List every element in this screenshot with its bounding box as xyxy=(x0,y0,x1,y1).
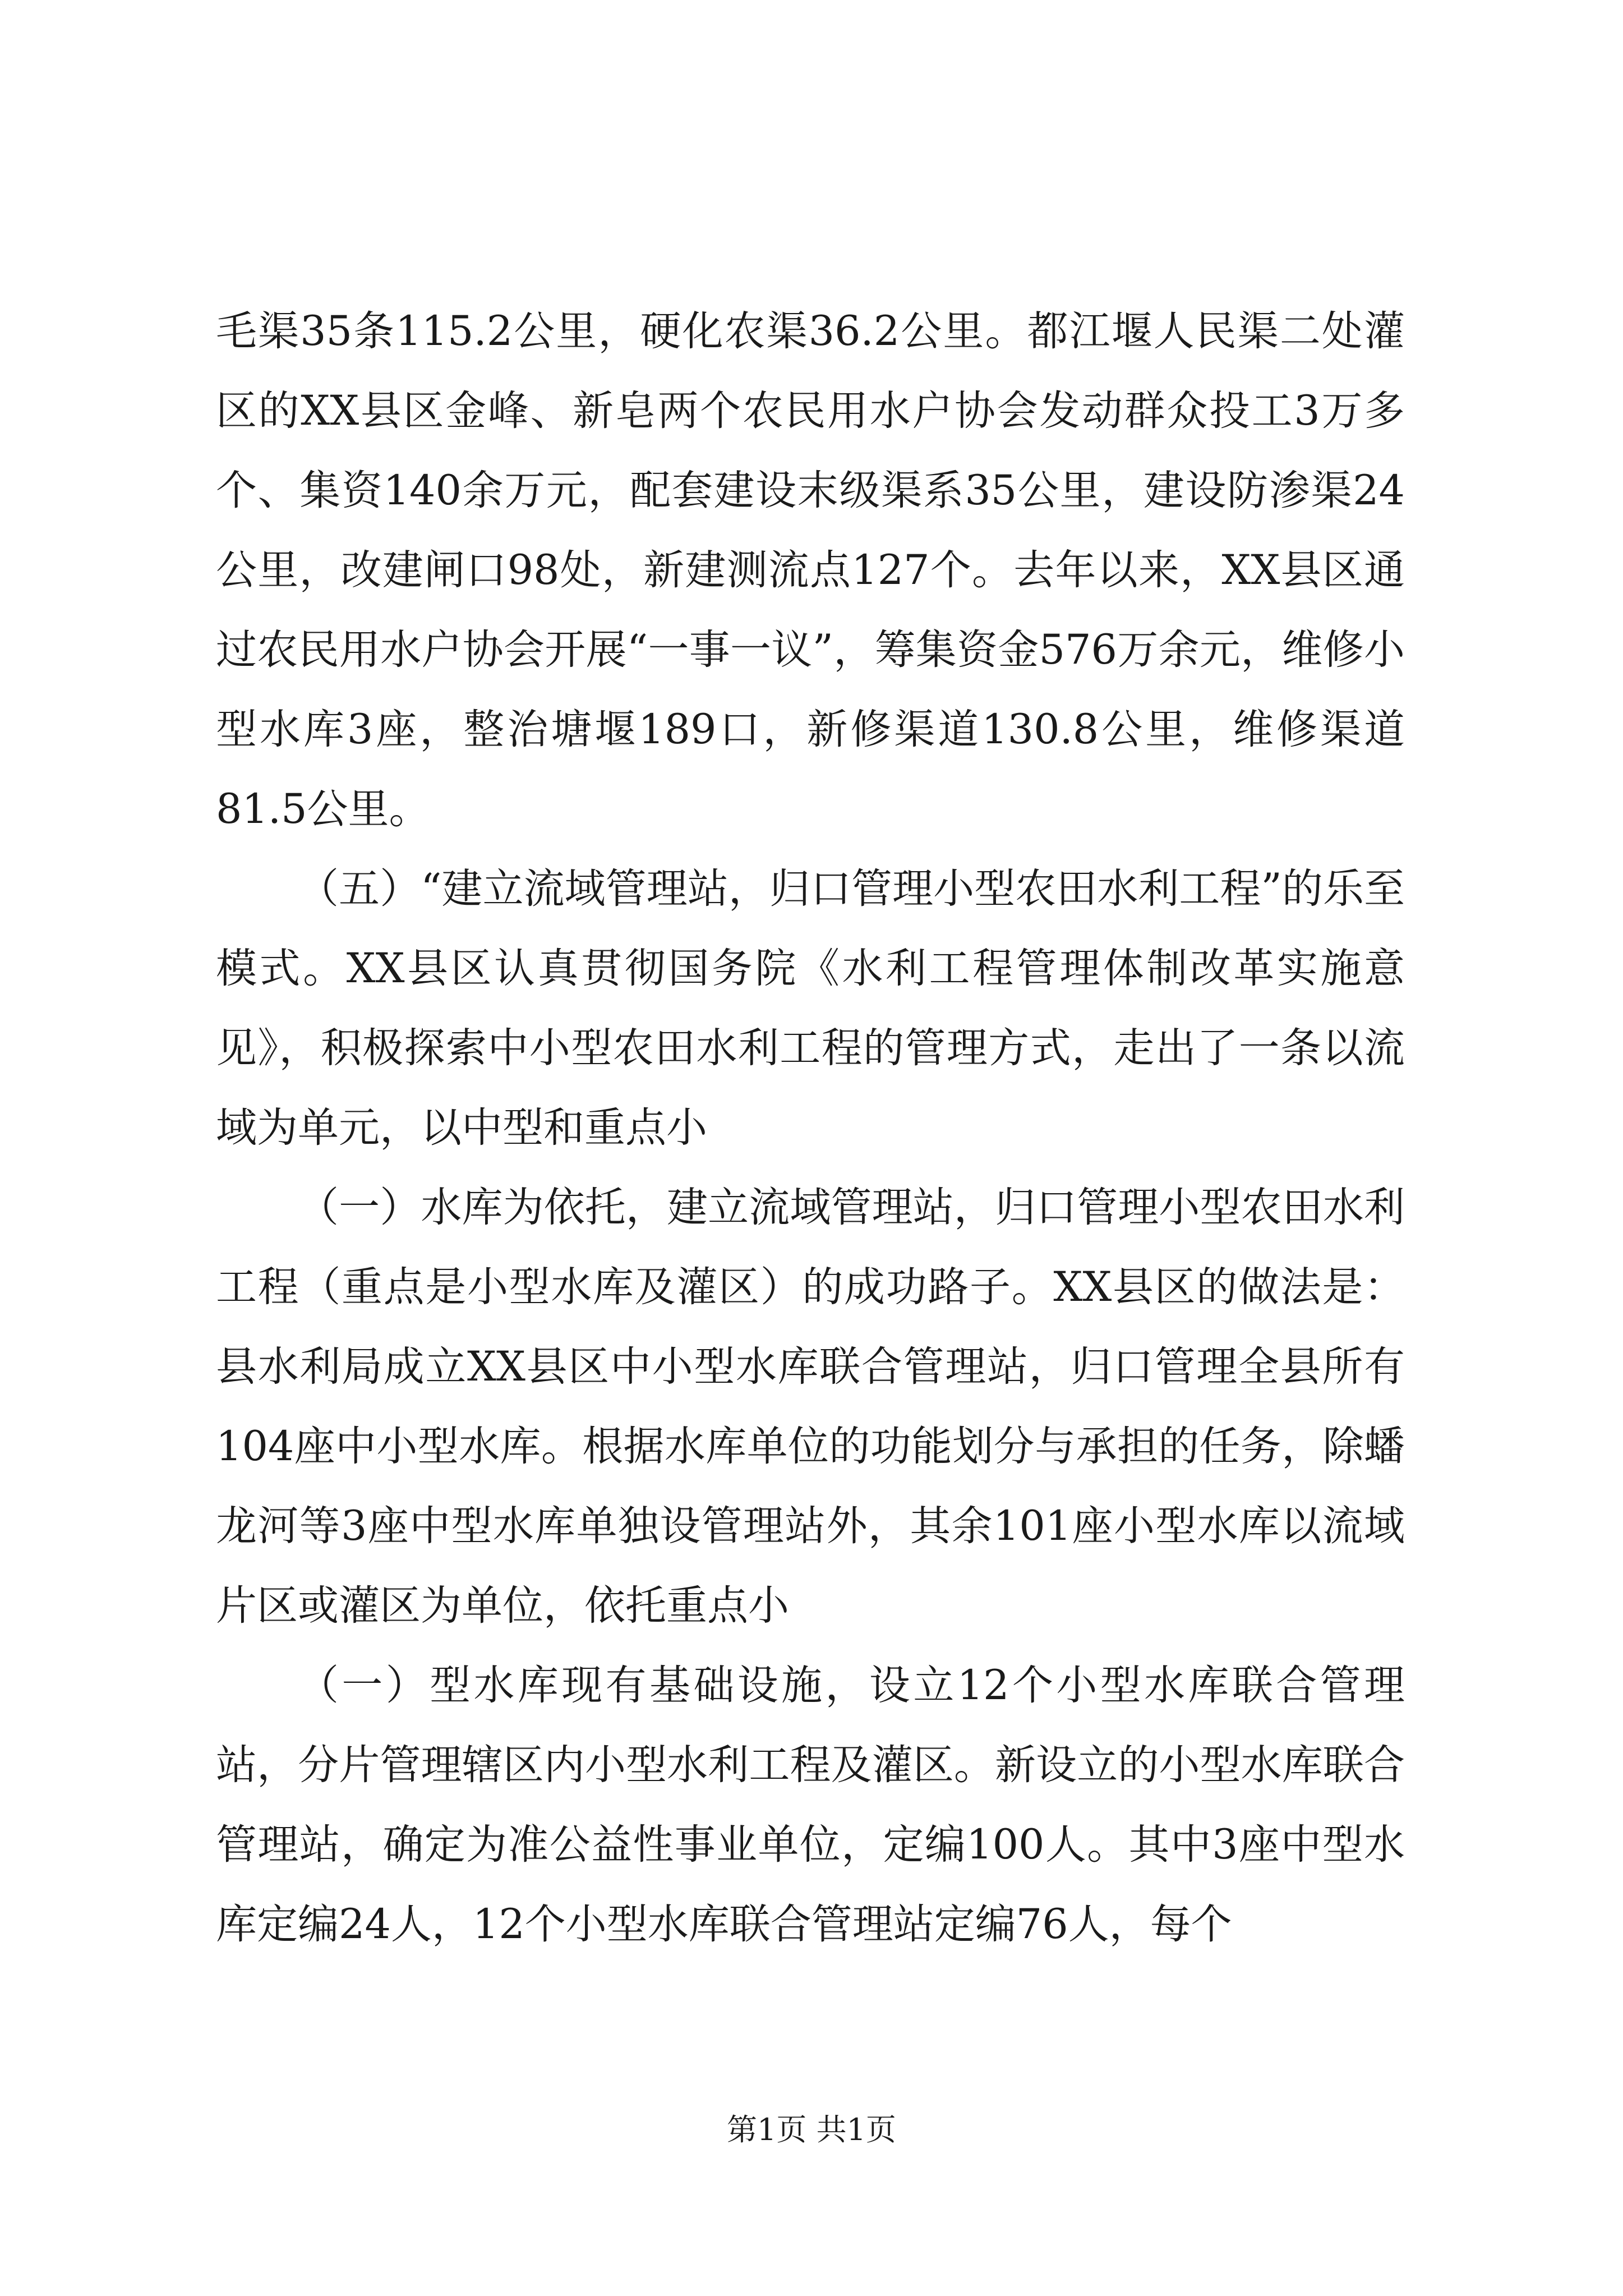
document-body xyxy=(216,292,1405,1964)
paragraph-item-one-a: （一）水库为依托，建立流域管理站，归口管理小型农田水利工程（重点是小型水库及灌区）的成功路子。XX县区的做法是：县水利局成立XX县区中小型水库联合管理站，归口管理全县所有104座中小型水库。根据水库单位的功能划分与承担的任务，除蟠龙河等3座中型水库单独设管理站外，其余101座小型水库以流域片区或灌区为单位，依托重点小 xyxy=(216,1184,1405,1630)
page-footer: 第1页 共1页 xyxy=(727,2112,896,2147)
paragraph-item-one-b: （一）型水库现有基础设施，设立12个小型水库联合管理站，分片管理辖区内小型水利工程及灌区。新设立的小型水库联合管理站，确定为准公益性事业单位，定编100人。其中3座中型水库定编24人，12个小型水库联合管理站定编76人，每个 xyxy=(216,1662,1405,1948)
paragraph-continuation: 毛渠35条115.2公里，硬化农渠36.2公里。都江堰人民渠二处灌区的XX县区金峰、新皂两个农民用水户协会发动群众投工3万多个、集资140余万元，配套建设末级渠系35公里，建设防渗渠24公里，改建闸口98处，新建测流点127个。去年以来，XX县区通过农民用水户协会开展“一事一议”，筹集资金576万余元，维修小型水库3座，整治塘堰189口，新修渠道130.8公里，维修渠道81.5公里。 xyxy=(216,307,1405,833)
paragraph-section-five: （五）“建立流域管理站，归口管理小型农田水利工程”的乐至模式。XX县区认真贯彻国务院《水利工程管理体制改革实施意见》，积极探索中小型农田水利工程的管理方式，走出了一条以流域为单元，以中型和重点小 xyxy=(216,865,1405,1152)
